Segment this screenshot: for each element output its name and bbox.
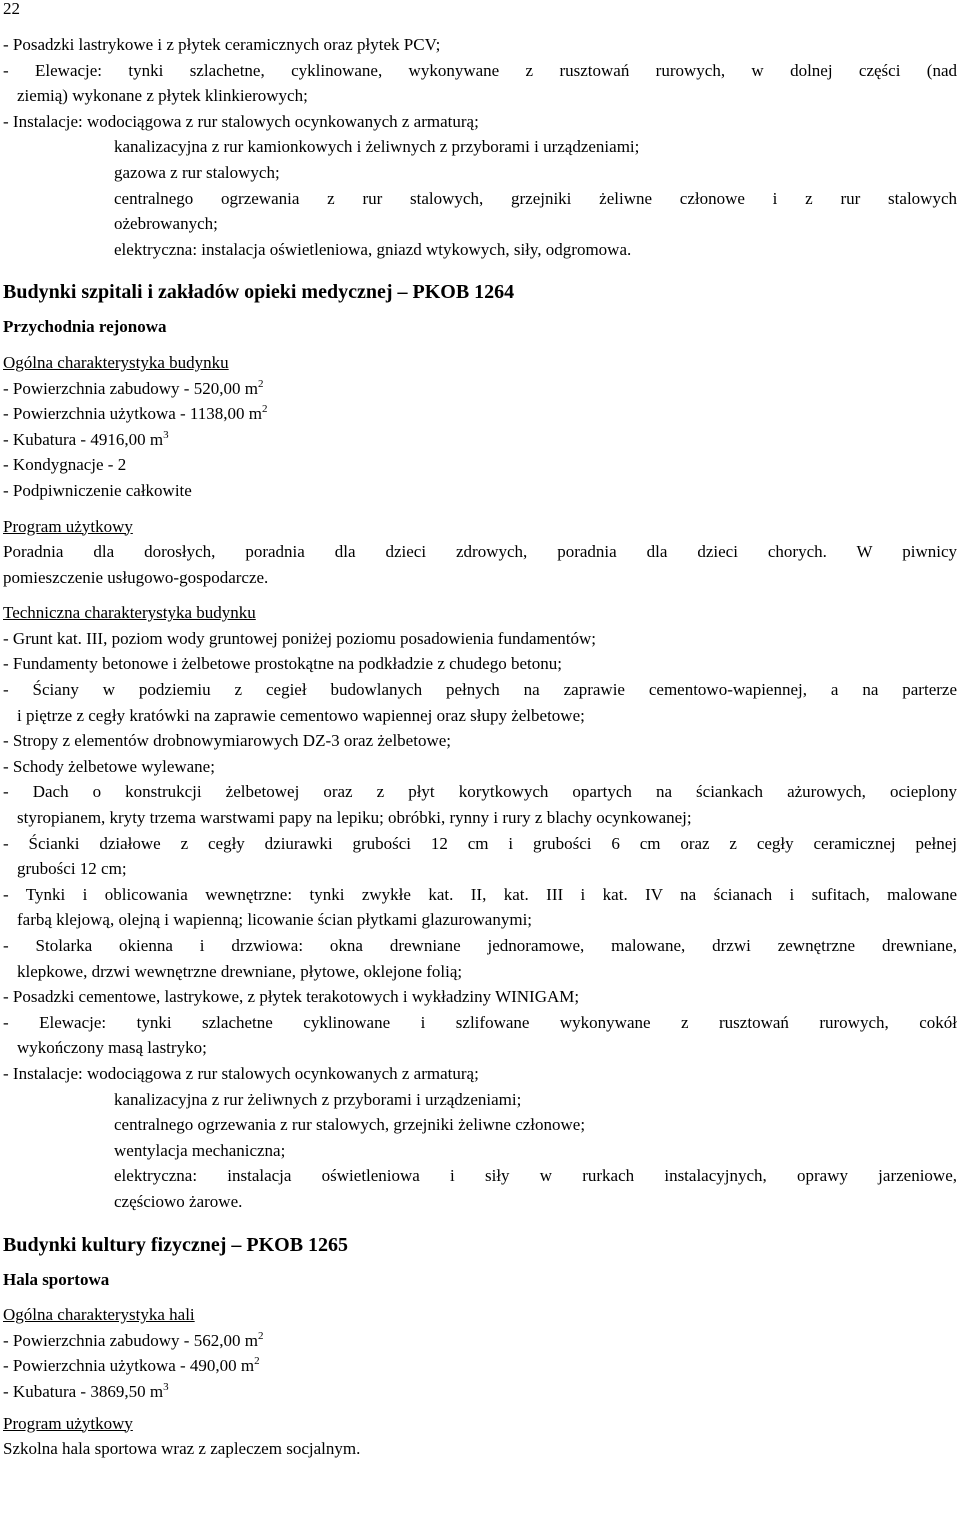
page-number: 22 xyxy=(3,0,20,18)
text-line: centralnego ogrzewania z rur stalowych, grzejniki żeliwne członowe; xyxy=(114,1115,586,1135)
text-line: Szkolna hala sportowa wraz z zapleczem socjalnym. xyxy=(3,1439,361,1459)
text-line: - Powierzchnia użytkowa - 1138,00 $m^2$ xyxy=(3,403,268,424)
text-line: - Ściany w podziemiu z cegieł budowlanych pełnych na zaprawie cementowo-wapiennej, a na parterze xyxy=(3,680,957,700)
text-line: - Instalacje: wodociągowa z rur stalowych ocynkowanych z armaturą; xyxy=(3,1063,479,1083)
text-line: - Powierzchnia użytkowa - 490,00 $m^2$ xyxy=(3,1355,260,1376)
text-line: - Powierzchnia zabudowy - 520,00 $m^2$ xyxy=(3,377,264,398)
text-line: - Kubatura - 3869,50 $m^3$ xyxy=(3,1380,169,1401)
text-line: - Posadzki lastrykowe i z płytek ceramicznych oraz płytek PCV; xyxy=(3,35,441,54)
program-label: Program użytkowy xyxy=(3,516,133,536)
text-line: elektryczna: instalacja oświetleniowa, gniazd wtykowych, siły, odgromowa. xyxy=(114,239,632,259)
text-line: - Posadzki cementowe, lastrykowe, z płytek terakotowych i wykładziny WINIGAM; xyxy=(3,987,580,1007)
text-line: pomieszczenie usługowo-gospodarcze. xyxy=(3,567,269,587)
general-label: Ogólna charakterystyka hali xyxy=(3,1305,195,1325)
text-line: farbą klejową, olejną i wapienną; licowanie ścian płytkami glazurowanymi; xyxy=(17,910,533,930)
text-line: ożebrowanych; xyxy=(114,214,218,234)
section-subheading: Przychodnia rejonowa xyxy=(3,317,167,337)
text-line: - Stropy z elementów drobnowymiarowych DZ-3 oraz żelbetowe; xyxy=(3,731,451,751)
text-line: - Stolarka okienna i drzwiowa: okna drewniane jednoramowe, malowane, drzwi zewnętrzne drewniane, xyxy=(3,936,957,955)
text-line: styropianem, kryty trzema warstwami papy na lepiku; obróbki, rynny i rury z blachy ocynkowanej; xyxy=(17,808,692,828)
text-line: częściowo żarowe. xyxy=(114,1191,243,1211)
general-label: Ogólna charakterystyka budynku xyxy=(3,352,229,372)
text-line: elektryczna: instalacja oświetleniowa i siły w rurkach instalacyjnych, oprawy jarzeniowe, xyxy=(114,1166,957,1186)
text-line: - Schody żelbetowe wylewane; xyxy=(3,756,215,776)
text-line: - Tynki i oblicowania wewnętrzne: tynki zwykłe kat. II, kat. III i kat. IV na ścianach i sufitach, malowane xyxy=(3,884,957,904)
document-content xyxy=(3,32,957,1462)
text-line: - Elewacje: tynki szlachetne cyklinowane i szlifowane wykonywane z rusztowań rurowych, cokół xyxy=(3,1012,957,1032)
text-line: - Instalacje: wodociągowa z rur stalowych ocynkowanych z armaturą; xyxy=(3,111,479,131)
text-line: - Dach o konstrukcji żelbetowej oraz z płyt korytkowych opartych na ściankach ażurowych, ocieplony xyxy=(3,782,957,802)
program-label: Program użytkowy xyxy=(3,1413,133,1433)
text-line: - Fundamenty betonowe i żelbetowe prostokątne na podkładzie z chudego betonu; xyxy=(3,654,562,674)
text-line: - Kondygnacje - 2 xyxy=(3,455,127,475)
section-heading: Budynki kultury fizycznej – PKOB 1265 xyxy=(3,1233,349,1256)
text-line: - Kubatura - 4916,00 $m^3$ xyxy=(3,428,169,449)
text-line: gazowa z rur stalowych; xyxy=(114,162,280,182)
text-line: grubości 12 cm; xyxy=(17,859,127,879)
text-line: i piętrze z cegły kratówki na zaprawie cementowo wapiennej oraz słupy żelbetowe; xyxy=(17,705,585,725)
top-block xyxy=(3,32,957,262)
text-line: - Powierzchnia zabudowy - 562,00 $m^2$ xyxy=(3,1329,264,1350)
text-line: ziemią) wykonane z płytek klinkierowych; xyxy=(17,86,308,106)
text-line: centralnego ogrzewania z rur stalowych, grzejniki żeliwne członowe i z rur stalowych xyxy=(114,188,957,208)
text-line: kanalizacyjna z rur kamionkowych i żeliwnych z przyborami i urządzeniami; xyxy=(114,137,640,157)
text-line: kanalizacyjna z rur żeliwnych z przyborami i urządzeniami; xyxy=(114,1089,522,1109)
text-line: Poradnia dla dorosłych, poradnia dla dzieci zdrowych, poradnia dla dzieci chorych. W piwnicy xyxy=(3,542,957,562)
text-line: klepkowe, drzwi wewnętrzne drewniane, płytowe, oklejone folią; xyxy=(17,961,463,981)
text-line: - Ścianki działowe z cegły dziurawki grubości 12 cm i grubości 6 cm oraz z cegły ceramicznej pełnej xyxy=(3,833,957,853)
section-heading: Budynki szpitali i zakładów opieki medycznej – PKOB 1264 xyxy=(3,281,515,304)
text-line: - Elewacje: tynki szlachetne, cyklinowane, wykonywane z rusztowań rurowych, w dolnej części (nad xyxy=(3,60,957,80)
section-subheading: Hala sportowa xyxy=(3,1269,110,1289)
text-line: wykończony masą lastryko; xyxy=(17,1038,207,1058)
text-line: - Podpiwniczenie całkowite xyxy=(3,480,192,500)
text-line: wentylacja mechaniczna; xyxy=(114,1140,286,1160)
tech-label: Techniczna charakterystyka budynku xyxy=(3,603,256,623)
text-line: - Grunt kat. III, poziom wody gruntowej poniżej poziomu posadowienia fundamentów; xyxy=(3,628,596,648)
